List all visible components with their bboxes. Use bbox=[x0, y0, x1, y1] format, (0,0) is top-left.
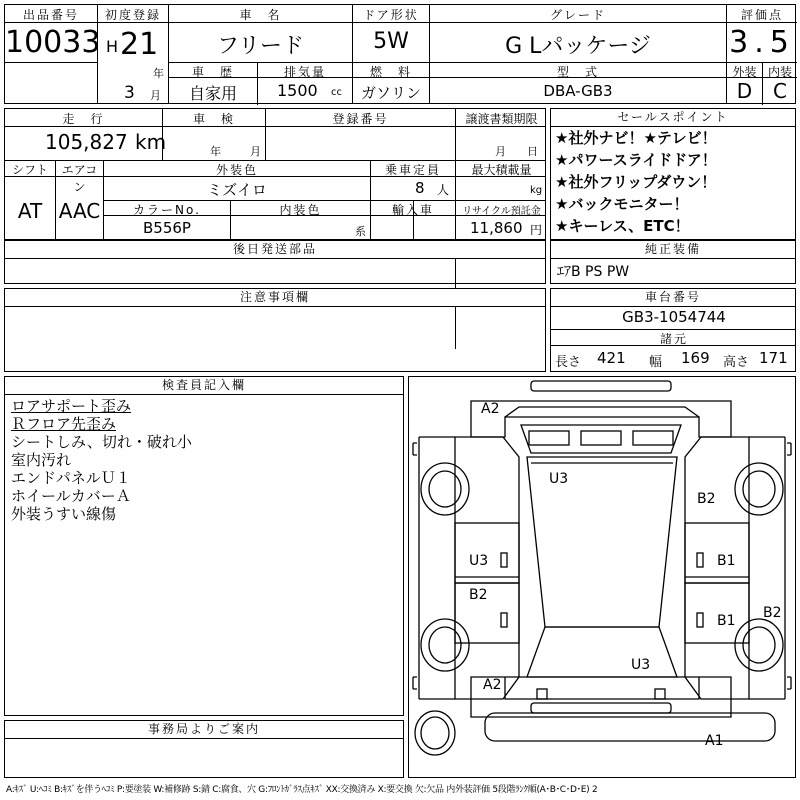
lot-number: 10033 bbox=[5, 25, 101, 60]
ac-label: エアコン bbox=[61, 163, 98, 194]
car-name-label: 車 名 bbox=[239, 8, 282, 22]
inspector-note: 室内汚れ bbox=[11, 451, 72, 469]
load-unit: kg bbox=[530, 185, 543, 196]
inspector-note: シートしみ、切れ・破れ小 bbox=[11, 433, 192, 451]
wid-label: 幅 bbox=[649, 355, 663, 370]
load-label: 最大積載量 bbox=[471, 163, 532, 177]
color-no-label: カラーNo. bbox=[133, 203, 201, 217]
car-name: フリード bbox=[216, 34, 305, 59]
score-label: 評価点 bbox=[740, 8, 783, 22]
inspector-section bbox=[4, 376, 404, 716]
len-value: 421 bbox=[597, 349, 626, 367]
history-value: 自家用 bbox=[188, 84, 237, 103]
transfer-month-unit: 月 bbox=[495, 145, 506, 158]
sales-points-title: セールスポイント bbox=[551, 109, 795, 127]
notes-title: 注意事項欄 bbox=[5, 289, 545, 307]
damage-mark: U3 bbox=[631, 657, 651, 673]
first-reg-label: 初度登録 bbox=[104, 8, 161, 22]
damage-mark: B2 bbox=[697, 491, 716, 507]
month-unit: 月 bbox=[150, 89, 161, 102]
legend-text: A:ｷｽﾞ U:ﾍｺﾐ B:ｷｽﾞを伴うﾍｺﾐ P:要塗装 W:補修跡 S:錆 C:腐食、穴 G:ﾌﾛﾝﾄｶﾞﾗｽ点ｷｽﾞ XX:交換済み X:要交換 欠:欠品 内外装評価 5段階ﾗﾝｸ順(A･B･C･D･E) 2 bbox=[6, 785, 598, 795]
mileage-label: 走 行 bbox=[62, 112, 105, 126]
damage-mark: A2 bbox=[483, 677, 502, 693]
damage-mark: B1 bbox=[717, 553, 736, 569]
recycle-label: リサイクル預託金 bbox=[462, 206, 541, 217]
damage-mark: U3 bbox=[549, 471, 569, 487]
len-label: 長さ bbox=[555, 355, 582, 370]
hgt-label: 高さ bbox=[723, 355, 750, 370]
damage-mark: A1 bbox=[705, 733, 724, 749]
inspector-note: Ｒフロア先歪み bbox=[11, 415, 117, 433]
car-diagram bbox=[408, 376, 796, 778]
inspector-notes bbox=[11, 397, 192, 523]
insp-month-unit: 月 bbox=[250, 145, 261, 158]
grade-cell bbox=[430, 5, 726, 105]
later-parts-section bbox=[4, 240, 546, 284]
model-value: DBA-GB3 bbox=[543, 82, 613, 100]
wid-value: 169 bbox=[681, 349, 710, 367]
vehicle-info-section bbox=[4, 108, 546, 240]
inspection-label: 車 検 bbox=[192, 112, 235, 126]
ext-label: 外装 bbox=[732, 65, 757, 79]
displacement-value: 1500 bbox=[277, 81, 318, 100]
recycle-value: 11,860 bbox=[470, 219, 523, 237]
inspector-title: 検査員記入欄 bbox=[5, 377, 403, 395]
dims-title: 諸元 bbox=[659, 332, 688, 346]
damage-mark: U3 bbox=[469, 553, 489, 569]
insp-year-unit: 年 bbox=[210, 145, 221, 158]
door-value: 5W bbox=[373, 29, 409, 54]
hgt-value: 171 bbox=[759, 349, 788, 367]
reg-year: 21 bbox=[120, 27, 159, 62]
door-cell bbox=[353, 5, 429, 105]
sales-points-section bbox=[550, 108, 796, 240]
lot-label: 出品番号 bbox=[22, 8, 79, 22]
color-no-value: B556P bbox=[143, 219, 191, 237]
capacity-unit: 人 bbox=[437, 183, 450, 197]
reg-era: H bbox=[106, 37, 119, 56]
model-label: 型 式 bbox=[556, 65, 599, 79]
sales-point: ★パワースライドドア！ bbox=[555, 151, 717, 169]
genuine-equipment-section bbox=[550, 240, 796, 284]
inspector-note: エンドパネルＵ１ bbox=[11, 469, 131, 487]
ext-grade: D bbox=[736, 79, 753, 103]
car-name-cell bbox=[169, 5, 352, 105]
shift-label: シフト bbox=[11, 163, 48, 177]
mileage-unit: km bbox=[135, 130, 167, 154]
fuel-label: 燃 料 bbox=[369, 65, 412, 79]
later-parts-title: 後日発送部品 bbox=[5, 241, 545, 259]
capacity-value: 8 bbox=[415, 179, 425, 197]
sales-point: ★バックモニター！ bbox=[555, 195, 689, 213]
ac-value: AAC bbox=[58, 199, 101, 223]
car-outline bbox=[409, 377, 795, 777]
reg-no-label: 登録番号 bbox=[332, 112, 389, 126]
recycle-unit: 円 bbox=[530, 223, 543, 237]
displacement-unit: cc bbox=[331, 87, 342, 98]
sales-points-list bbox=[555, 127, 717, 237]
int-color-label: 内装色 bbox=[279, 203, 322, 217]
door-label: ドア形状 bbox=[363, 8, 419, 22]
sales-point: ★キーレス、ETC！ bbox=[555, 217, 690, 235]
damage-mark: B2 bbox=[763, 605, 782, 621]
first-reg-cell bbox=[98, 5, 168, 105]
damage-mark: B2 bbox=[469, 587, 488, 603]
int-label: 内装 bbox=[767, 65, 792, 79]
chassis-title: 車台番号 bbox=[551, 289, 795, 307]
capacity-label: 乗車定員 bbox=[384, 163, 441, 177]
fuel-value: ガソリン bbox=[360, 84, 421, 102]
genuine-title: 純正装備 bbox=[551, 241, 795, 259]
inspector-note: ホイールカバーＡ bbox=[11, 487, 131, 505]
color-label: 外装色 bbox=[215, 163, 258, 177]
history-label: 車 歴 bbox=[191, 65, 234, 79]
damage-mark: B1 bbox=[717, 613, 736, 629]
grade-value: G Lパッケージ bbox=[505, 34, 651, 59]
import-label: 輸入車 bbox=[391, 203, 434, 217]
notes-section bbox=[4, 288, 546, 372]
sales-point: ★社外ナビ！★テレビ！ bbox=[555, 129, 717, 147]
score-cell bbox=[727, 5, 797, 105]
lot-cell bbox=[5, 5, 101, 105]
damage-mark: A2 bbox=[481, 401, 500, 417]
header-section bbox=[4, 4, 796, 104]
grade-label: グレード bbox=[549, 8, 606, 22]
displacement-label: 排気量 bbox=[283, 65, 326, 79]
color-value: ミズイロ bbox=[207, 181, 267, 199]
office-section bbox=[4, 720, 404, 778]
inspector-note: 外装うすい線傷 bbox=[11, 505, 117, 523]
chassis-value: GB3-1054744 bbox=[622, 308, 726, 326]
inspector-note: ロアサポート歪み bbox=[11, 397, 132, 415]
score-value: 3.5 bbox=[729, 25, 795, 60]
shift-value: AT bbox=[17, 199, 43, 223]
mileage-value: 105,827 bbox=[45, 130, 128, 154]
genuine-value: ｴｱB PS PW bbox=[557, 264, 630, 280]
year-unit: 年 bbox=[153, 67, 164, 80]
int-grade: C bbox=[773, 79, 787, 103]
office-title: 事務局よりご案内 bbox=[5, 721, 403, 739]
sales-point: ★社外フリップダウン！ bbox=[555, 173, 717, 191]
transfer-day-unit: 日 bbox=[527, 145, 538, 158]
transfer-label: 譲渡書類期限 bbox=[465, 112, 538, 126]
chassis-section bbox=[550, 288, 796, 372]
reg-month: 3 bbox=[124, 83, 135, 103]
int-color-unit: 系 bbox=[355, 225, 366, 238]
